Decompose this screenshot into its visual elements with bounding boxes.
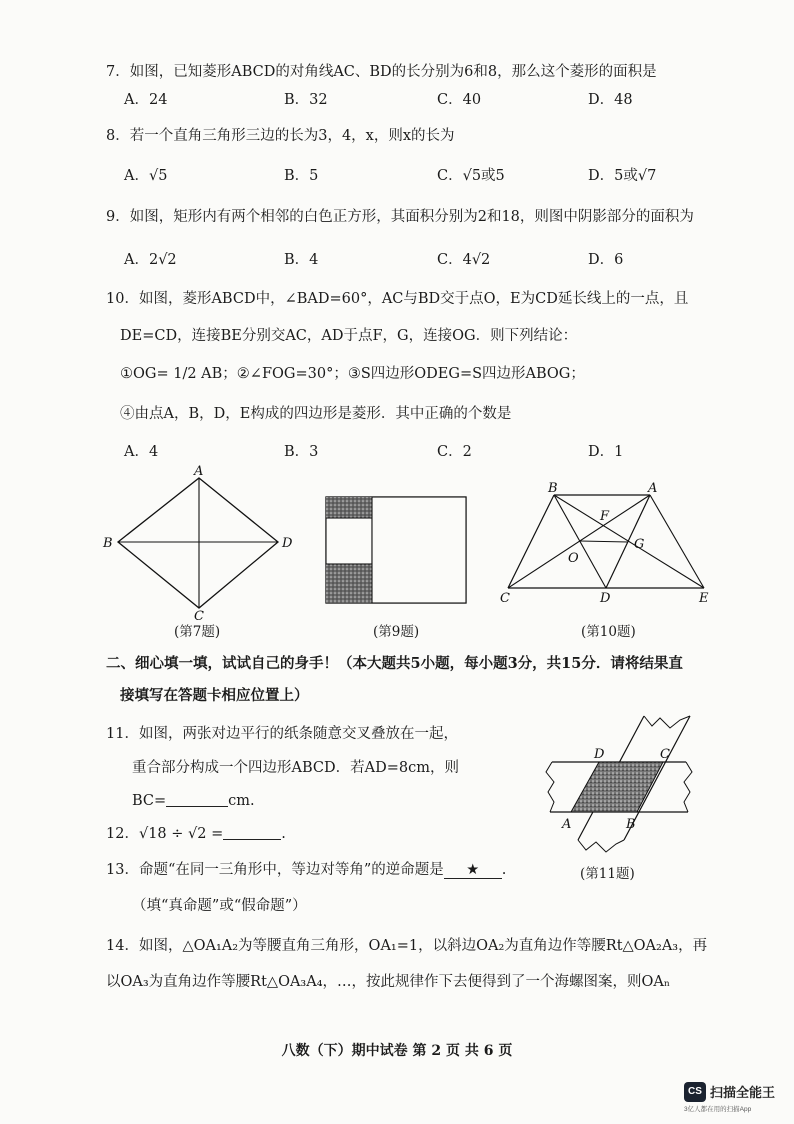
q7-stem: 7．如图，已知菱形ABCD的对角线AC、BD的长分别为6和8，那么这个菱形的面积是 xyxy=(106,64,657,80)
q12-line xyxy=(106,822,286,843)
q10-stem-line2: DE=CD，连接BE分别交AC，AD于点F，G，连接OG．则下列结论： xyxy=(120,328,578,344)
q8-option-a: A．√5 xyxy=(124,168,168,184)
q11-answer-blank xyxy=(166,792,228,807)
q9-option-b: B．4 xyxy=(284,252,319,268)
scanner-logo-icon: CS xyxy=(684,1082,706,1102)
q11-bc-prefix: BC= xyxy=(132,793,167,809)
q12-answer-blank xyxy=(223,825,281,840)
scanner-title: 扫描全能王 xyxy=(710,1085,776,1100)
q9-option-c: C．4√2 xyxy=(437,252,491,268)
q12-suffix: . xyxy=(281,826,286,842)
q8-option-b: B．5 xyxy=(284,168,319,184)
fig11-label-d: D xyxy=(594,747,605,762)
fig10-label-c: C xyxy=(500,591,510,606)
section2-instruction-1: （本大题共5小题，每小题3分，共15分．请将结果直 xyxy=(338,655,683,672)
fig11-caption: (第11题) xyxy=(580,866,635,882)
fig10-caption: (第10题) xyxy=(581,624,636,640)
q8-option-c: C．√5或5 xyxy=(437,168,505,184)
q14-line1: 14．如图，△OA₁A₂为等腰直角三角形，OA₁=1，以斜边OA₂为直角边作等腰Rt△OA₂A₃，再 xyxy=(106,938,708,954)
q13-line1 xyxy=(106,858,506,879)
q8-option-d: D．5或√7 xyxy=(588,168,657,184)
fig7-label-a: A xyxy=(194,464,204,479)
fig7-label-c: C xyxy=(194,609,204,622)
q13-line2: （填“真命题”或“假命题”） xyxy=(132,898,307,914)
fig7-label-d: D xyxy=(282,536,293,551)
fig10-label-o: O xyxy=(568,551,579,566)
q9-option-d: D．6 xyxy=(588,252,624,268)
fig10-label-a: A xyxy=(648,481,658,496)
fig10-label-b: B xyxy=(548,481,558,496)
fig10-label-e: E xyxy=(699,591,709,606)
q10-option-b: B．3 xyxy=(284,444,319,460)
q14-line2: 以OA₃为直角边作等腰Rt△OA₃A₄，…，按此规律作下去便得到了一个海螺图案，则OAₙ xyxy=(106,974,671,990)
fig7-label-b: B xyxy=(103,536,113,551)
scanner-subtitle: 3亿人都在用的扫描App xyxy=(684,1106,752,1113)
q9-stem: 9．如图，矩形内有两个相邻的白色正方形，其面积分别为2和18，则图中阴影部分的面积为 xyxy=(106,209,694,225)
q10-option-d: D．1 xyxy=(588,444,624,460)
q11-bc-suffix: cm. xyxy=(228,793,255,809)
q11-line3 xyxy=(132,792,255,809)
figure-11-paper-strips xyxy=(540,712,700,856)
fig10-label-f: F xyxy=(600,509,610,524)
q12-expression: 12．√18 ÷ √2 = xyxy=(106,826,224,842)
q13-suffix: . xyxy=(501,862,507,878)
q10-stem-line1: 10．如图，菱形ABCD中，∠BAD=60°，AC与BD交于点O，E为CD延长线上的一点，且 xyxy=(106,291,689,307)
q13-stem: 13．命题“在同一三角形中，等边对等角”的逆命题是 xyxy=(106,862,444,878)
fig9-caption: (第9题) xyxy=(373,624,420,640)
page-footer: 八数（下）期中试卷 第 2 页 共 6 页 xyxy=(281,1043,513,1059)
q8-stem: 8．若一个直角三角形三边的长为3，4，x，则x的长为 xyxy=(106,128,455,144)
q10-option-a: A．4 xyxy=(124,444,159,460)
fig11-label-c: C xyxy=(660,747,670,762)
figure-9-rectangle xyxy=(322,492,472,608)
fig10-label-d: D xyxy=(600,591,611,606)
q11-line2: 重合部分构成一个四边形ABCD．若AD=8cm，则 xyxy=(132,760,459,776)
fig11-label-b: B xyxy=(626,817,636,832)
q7-option-c: C．40 xyxy=(437,92,482,108)
q10-option-c: C．2 xyxy=(437,444,472,460)
q9-option-a: A．2√2 xyxy=(124,252,177,268)
q13-answer-blank: ★ xyxy=(444,862,502,879)
fig10-label-g: G xyxy=(634,537,645,552)
q11-line1: 11．如图，两张对边平行的纸条随意交叉叠放在一起， xyxy=(106,726,458,742)
q10-conclusions-line2: ④由点A，B，D，E构成的四边形是菱形．其中正确的个数是 xyxy=(120,406,512,422)
q10-conclusions-line1: ①OG= 1/2 AB；②∠FOG=30°；③S四边形ODEG=S四边形ABOG； xyxy=(120,366,585,382)
section2-heading: 二、细心填一填，试试自己的身手！ xyxy=(106,655,338,672)
section2-instruction-2: 接填写在答题卡相应位置上） xyxy=(120,687,309,704)
q7-option-d: D．48 xyxy=(588,92,633,108)
figure-7-rhombus xyxy=(100,462,300,622)
fig11-label-a: A xyxy=(562,817,572,832)
q7-option-a: A．24 xyxy=(124,92,168,108)
q7-option-b: B．32 xyxy=(284,92,328,108)
fig7-caption: (第7题) xyxy=(174,624,221,640)
figure-10-rhombus xyxy=(496,480,716,606)
section2-heading-line1 xyxy=(106,652,683,673)
